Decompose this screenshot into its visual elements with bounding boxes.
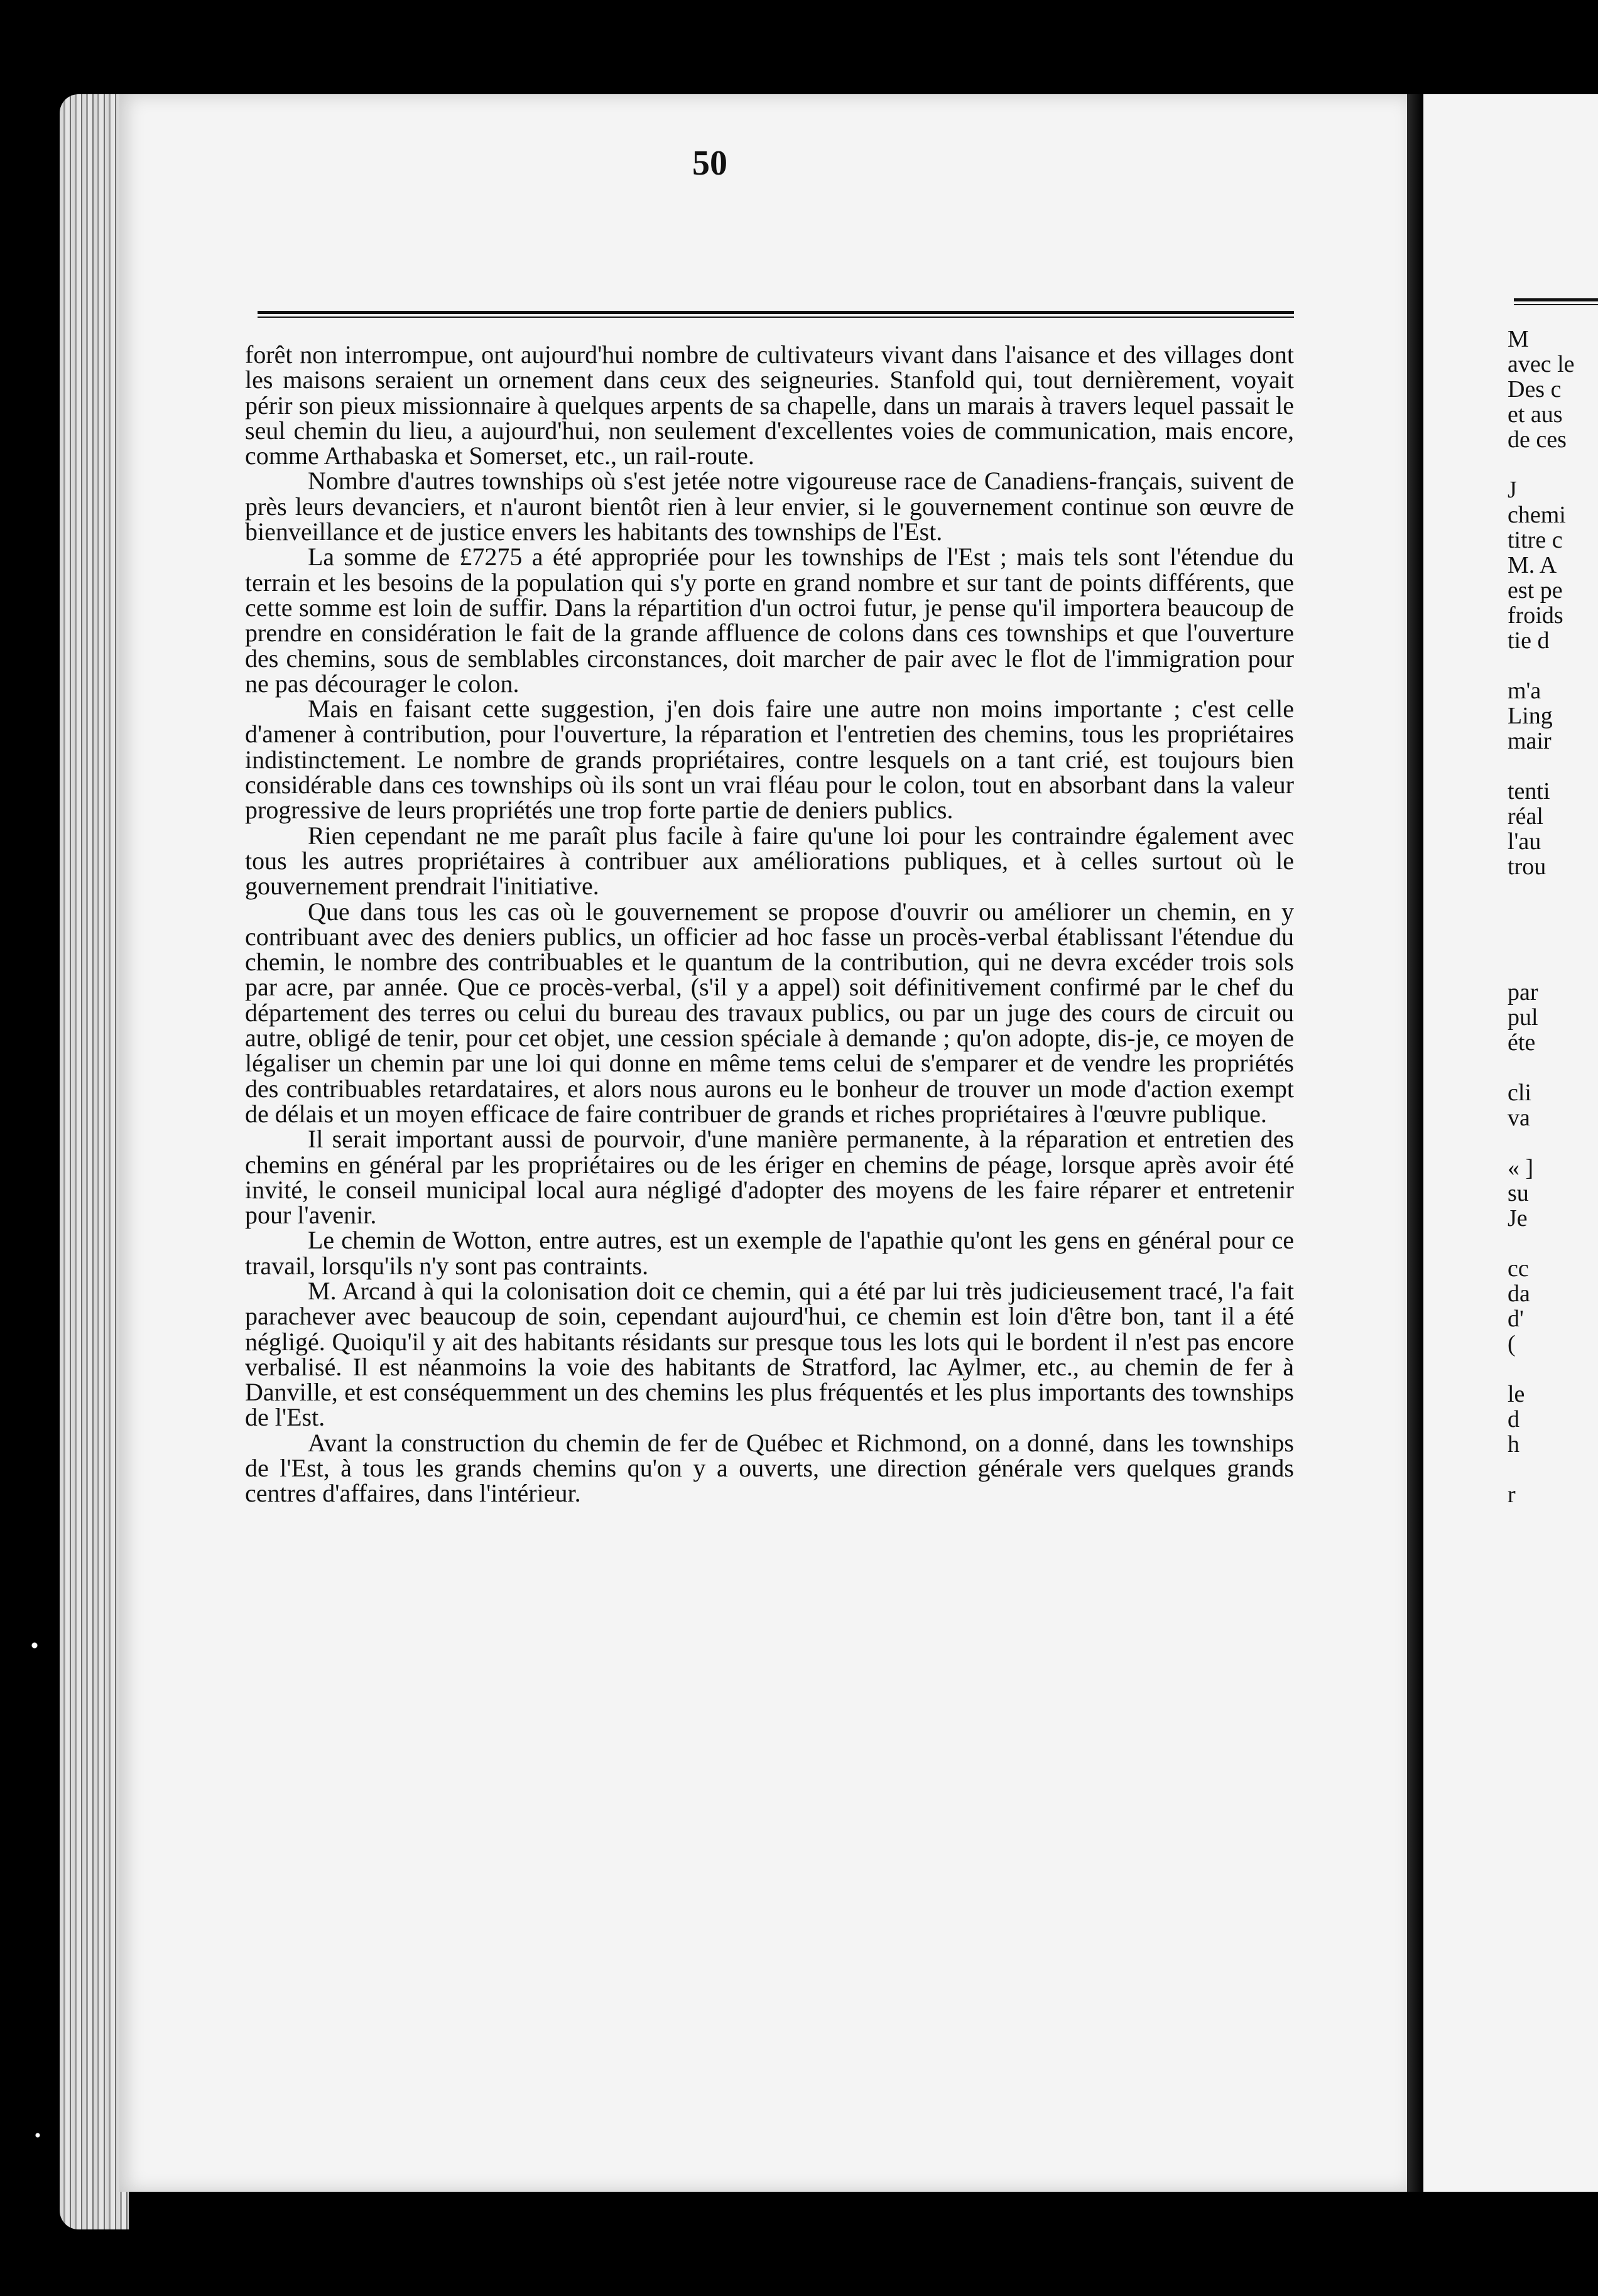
paragraph: Que dans tous les cas où le gouvernement se propose d'ouvrir ou améliorer un chemin, en y contribuant avec des deniers publics, un officier ad hoc fasse un procès-verbal établissant l'étendue du chemin, le nombre des contribuables et le quantum de la contribution, qui ne devra excéder trois sols par acre, par année. Que ce procès-verbal, (s'il y a appel) soit définitivement confirmé par le chef du département des terres ou celui du bureau des travaux publics, ou par un juge des cours de circuit ou autre, obligé de tenir, pour cet objet, une cession spéciale à demande ; qu'on adopte, dis-je, ce moyen de légaliser un chemin par une loi qui donne en même tems celui de s'emparer et de vendre les propriétés des contribuables retardataires, et alors nous aurons eu le bonheur de trouver un mode d'action exempt de délais et un moyen efficace de faire contribuer de grands et riches propriétaires à l'œuvre publique. bbox=[245, 897, 1294, 1128]
facing-line bbox=[1508, 653, 1598, 678]
paragraph: Il serait important aussi de pourvoir, d'une manière permanente, à la réparation et entretien des chemins en général par les propriétaires ou de les ériger en chemins de péage, lorsque après avoir été invité, le conseil municipal local aura négligé d'adopter des moyens de les faire réparer et entretenir pour l'avenir. bbox=[245, 1125, 1294, 1230]
facing-line: chemi bbox=[1508, 502, 1566, 528]
facing-line: tenti bbox=[1508, 778, 1550, 804]
facing-line: cc bbox=[1508, 1255, 1529, 1282]
facing-line: avec le bbox=[1508, 351, 1575, 377]
facing-line: mair bbox=[1508, 728, 1552, 754]
paragraph: forêt non interrompue, ont aujourd'hui nombre de cultivateurs vivant dans l'aisance et des villages dont les maisons seraient un ornement dans ceux des seigneuries. Stanfold qui, tout dernièrement, voyait périr son pieux missionnaire à quelques arpents de sa chapelle, dans un marais à travers lequel passait le seul chemin du lieu, a aujourd'hui, non seulement d'excellentes voies de communication, mais encore, comme Arthabaska et Somerset, etc., un rail-route. bbox=[245, 340, 1294, 470]
facing-header-rule bbox=[1514, 298, 1598, 305]
facing-line: va bbox=[1508, 1105, 1530, 1131]
body-text bbox=[245, 342, 1294, 1507]
facing-line: de ces bbox=[1508, 426, 1567, 453]
facing-line bbox=[1508, 904, 1598, 929]
facing-line: d bbox=[1508, 1406, 1519, 1432]
facing-line bbox=[1508, 754, 1598, 779]
facing-line bbox=[1508, 452, 1598, 477]
facing-line: réal bbox=[1508, 803, 1543, 830]
paragraph: La somme de £7275 a été appropriée pour les townships de l'Est ; mais tels sont l'étendue du terrain et les besoins de la population qui s'y porte en grand nombre et sur tant de points différents, que cette somme est loin de suffir. Dans la répartition d'un octroi futur, je pense qu'il importera beaucoup de prendre en considération le fait de la grande affluence de colons dans ces townships et que l'ouverture des chemins, sous de semblables circonstances, doit marcher de pair avec le flot de l'immigration pour ne pas décourager le colon. bbox=[245, 543, 1294, 698]
facing-line: le bbox=[1508, 1381, 1525, 1407]
facing-page-text bbox=[1508, 327, 1598, 1507]
facing-line: cli bbox=[1508, 1080, 1531, 1106]
facing-line: éte bbox=[1508, 1029, 1536, 1056]
facing-line: Des c bbox=[1508, 376, 1562, 403]
paragraph: Rien cependant ne me paraît plus facile à faire qu'une loi pour les contraindre également avec tous les autres propriétaires à contribuer aux améliorations publiques, et à celles surtout où le gouvernement prendrait l'initiative. bbox=[245, 821, 1294, 901]
facing-line: ( bbox=[1508, 1331, 1516, 1357]
scan-border bbox=[0, 0, 60, 2296]
facing-line: M bbox=[1508, 326, 1529, 352]
facing-line: M. A bbox=[1508, 552, 1557, 578]
facing-line: h bbox=[1508, 1431, 1519, 1458]
facing-line bbox=[1508, 955, 1598, 980]
facing-line: Ling bbox=[1508, 703, 1553, 729]
facing-line: par bbox=[1508, 979, 1538, 1005]
facing-line bbox=[1508, 1231, 1598, 1256]
facing-line: titre c bbox=[1508, 527, 1563, 553]
facing-line: trou bbox=[1508, 853, 1546, 880]
paragraph: Nombre d'autres townships où s'est jetée notre vigoureuse race de Canadiens-français, suivent de près leurs devanciers, et n'auront bientôt rien à leur envier, si le gouvernement continue son œuvre de bienveillance et de justice envers les habitants des townships de l'Est. bbox=[245, 467, 1294, 546]
paragraph: Avant la construction du chemin de fer de Québec et Richmond, on a donné, dans les townships de l'Est, à tous les grands chemins qu'on y a ouverts, une direction générale vers quelques grands centres d'affaires, dans l'intérieur. bbox=[245, 1428, 1294, 1508]
page-number: 50 bbox=[692, 144, 727, 183]
paragraph: Le chemin de Wotton, entre autres, est un exemple de l'apathie qu'ont les gens en général pour ce travail, lorsqu'ils n'y sont pas contraints. bbox=[245, 1226, 1294, 1280]
facing-line: su bbox=[1508, 1180, 1529, 1206]
facing-line: da bbox=[1508, 1281, 1530, 1307]
facing-line bbox=[1508, 1130, 1598, 1156]
facing-line: est pe bbox=[1508, 577, 1563, 604]
facing-line bbox=[1508, 1055, 1598, 1080]
page-edges bbox=[60, 94, 129, 2229]
facing-line: d' bbox=[1508, 1306, 1524, 1332]
facing-line bbox=[1508, 879, 1598, 904]
facing-line: et aus bbox=[1508, 401, 1563, 428]
facing-line: m'a bbox=[1508, 678, 1541, 704]
facing-line: tie d bbox=[1508, 627, 1550, 654]
facing-line: froids bbox=[1508, 602, 1563, 629]
paragraph: Mais en faisant cette suggestion, j'en dois faire une autre non moins importante ; c'est celle d'amener à contribution, pour l'ouverture, la réparation et l'entretien des chemins, tous les propriétaires indistinctement. Le nombre de grands propriétaires, contre lesquels on a tant crié, est toujours bien considérable dans ces townships où ils sont un vrai fléau pour le colon, tout en absorbant dans la valeur progressive de leurs propriétés une trop forte partie de deniers publics. bbox=[245, 695, 1294, 825]
facing-line: l'au bbox=[1508, 828, 1541, 855]
facing-line bbox=[1508, 929, 1598, 955]
facing-line: pul bbox=[1508, 1004, 1538, 1031]
facing-line: r bbox=[1508, 1481, 1516, 1508]
paragraph: M. Arcand à qui la colonisation doit ce chemin, qui a été par lui très judicieusement tracé, l'a fait parachever avec beaucoup de soin, cependant aujourd'hui, ce chemin est loin d'être bon, tant il a été négligé. Quoiqu'il y ait des habitants résidants sur presque tous les lots qui le bordent il n'est pas encore verbalisé. Il est néanmoins la voie des habitants de Stratford, lac Aylmer, etc., au chemin de fer à Danville, et est conséquemment un des chemins les plus fréquentés et les plus importants des townships de l'Est. bbox=[245, 1276, 1294, 1432]
facing-line: J bbox=[1508, 477, 1517, 503]
facing-line: « ] bbox=[1508, 1155, 1534, 1181]
header-rule bbox=[258, 311, 1294, 318]
facing-line: Je bbox=[1508, 1205, 1528, 1232]
book-gutter bbox=[1407, 94, 1423, 2192]
facing-line bbox=[1508, 1356, 1598, 1382]
facing-line bbox=[1508, 1457, 1598, 1482]
